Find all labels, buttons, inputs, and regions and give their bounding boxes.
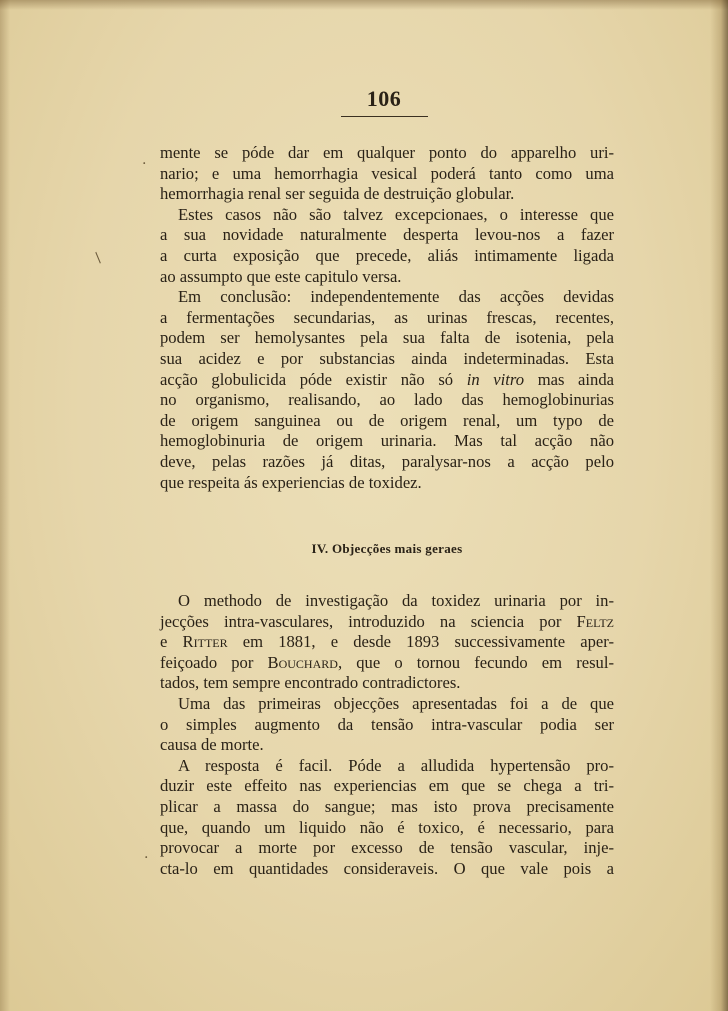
author-name-bouchard: Bouchard — [267, 652, 338, 672]
margin-pencil-mark: / — [91, 250, 106, 266]
text-line: nario; e uma hemorrhagia vesical poderá tanto como uma — [160, 163, 614, 183]
page-number: 106 — [366, 86, 402, 111]
text-line: mente se póde dar em qualquer ponto do apparelho uri- — [160, 143, 614, 162]
text-block-upper — [160, 143, 614, 493]
text-line-with-name — [160, 612, 614, 633]
text-line: no organismo, realisando, ao lado das hemoglobinurias — [160, 390, 614, 410]
text-line: plicar a massa do sangue; mas isto prova precisamente — [160, 796, 614, 816]
text-line-with-name — [160, 653, 614, 674]
text-line: Uma das primeiras objecções apresentadas foi a de que — [178, 693, 614, 713]
italic-in-vitro: in vitro — [466, 369, 525, 389]
text-line: tados, tem sempre encontrado contradictores. — [160, 673, 461, 693]
text-line: cta-lo em quantidades consideraveis. O que vale pois a — [160, 858, 614, 878]
text-line: a curta exposição que precede, aliás intimamente ligada — [160, 245, 614, 265]
page-edge-shadow-top — [0, 0, 728, 10]
text-line: deve, pelas razões já ditas, paralysar-nos a acção pelo — [160, 451, 614, 471]
text-line: Em conclusão: independentemente das acções devidas — [178, 287, 614, 307]
text-fragment: feiçoado por — [160, 652, 254, 672]
text-fragment: jecções intra-vasculares, introduzido na sciencia por — [160, 611, 562, 631]
text-line: hemorrhagia renal ser seguida de destruição globular. — [160, 184, 515, 204]
text-line: podem ser hemolysantes pela sua falta de isotenia, pela — [160, 328, 614, 348]
text-block-lower — [160, 591, 614, 879]
margin-dot-mark-lower: . — [144, 846, 149, 862]
text-line: o simples augmento da tensão intra-vascular podia ser — [160, 714, 614, 734]
author-name-ritter: Ritter — [182, 632, 228, 652]
text-line: causa de morte. — [160, 735, 264, 755]
text-line: duzir este effeito nas experiencias em que se chega a tri- — [160, 776, 614, 796]
text-line: provocar a morte por excesso de tensão vascular, inje- — [160, 838, 614, 858]
text-line: A resposta é facil. Póde a alludida hypertensão pro- — [178, 755, 614, 775]
section-heading: IV. Objecções mais geraes — [311, 541, 463, 556]
text-fragment: em 1881, e desde 1893 successivamente aper- — [242, 632, 615, 652]
text-line: hemoglobinuria de origem urinaria. Mas tal acção não — [160, 431, 614, 451]
text-line: de origem sanguinea ou de origem renal, um typo de — [160, 410, 614, 430]
text-line: a fermentações secundarias, as urinas frescas, recentes, — [160, 307, 614, 327]
text-fragment: , que o tornou fecundo em resul- — [337, 652, 614, 672]
text-line: Estes casos não são talvez excepcionaes, o interesse que — [178, 204, 614, 224]
text-line: que, quando um liquido não é toxico, é necessario, para — [160, 817, 614, 837]
text-fragment: mas ainda — [537, 369, 614, 389]
text-fragment: acção globulicida póde existir não só — [160, 369, 454, 389]
author-name-feltz: Feltz — [576, 611, 614, 631]
text-line: O methodo de investigação da toxidez urinaria por in- — [178, 591, 614, 610]
text-line-with-name — [160, 632, 614, 653]
margin-dot-mark: . — [142, 152, 147, 168]
text-fragment: e — [160, 632, 168, 652]
page-edge-shadow-left — [0, 0, 10, 1011]
text-line-with-italic — [160, 370, 614, 391]
page-number-rule — [341, 116, 428, 117]
page-edge-shadow-right — [710, 0, 728, 1011]
text-line: sua acidez e por substancias ainda indeterminadas. Esta — [160, 348, 614, 368]
text-line: que respeita ás experiencias de toxidez. — [160, 472, 422, 492]
text-line: a sua novidade naturalmente desperta levou-nos a fazer — [160, 225, 614, 245]
text-line: ao assumpto que este capitulo versa. — [160, 266, 402, 286]
